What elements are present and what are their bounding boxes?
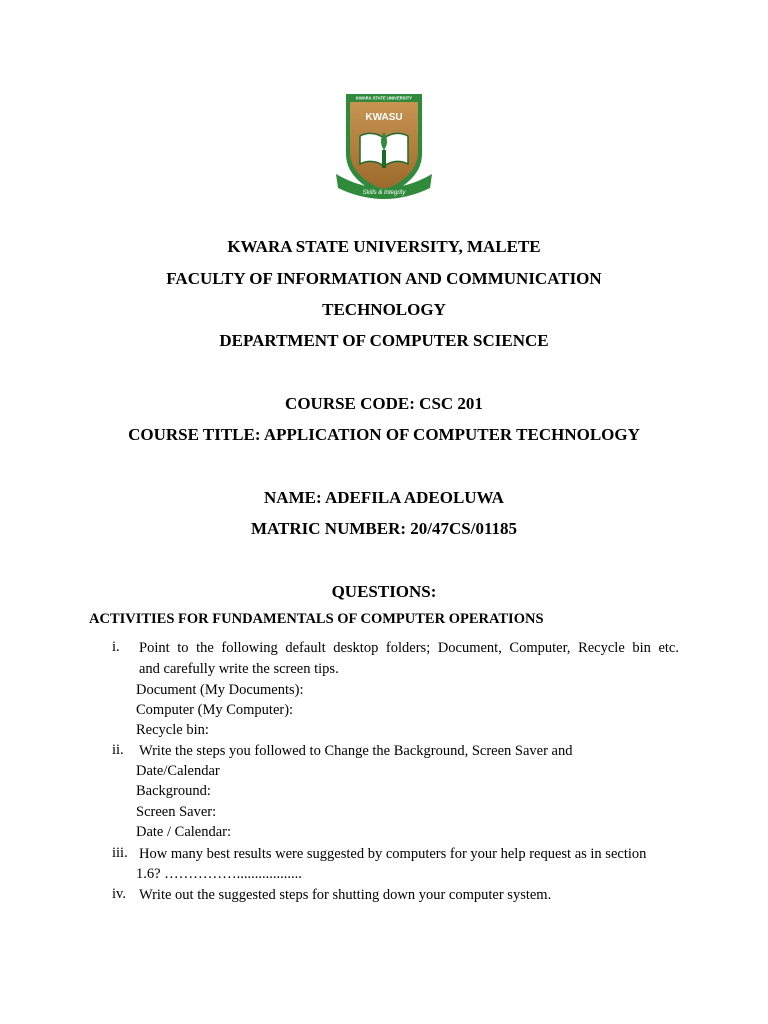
question-number: i. xyxy=(112,639,120,655)
question-text-line: Point to the following default desktop folders; Document, Computer, Recycle bin etc. xyxy=(139,640,679,656)
matric-number: MATRIC NUMBER: 20/47CS/01185 xyxy=(250,519,518,538)
course-code: COURSE CODE: CSC 201 xyxy=(285,394,483,413)
activities-heading: ACTIVITIES FOR FUNDAMENTALS OF COMPUTER OPERATIONS xyxy=(89,611,544,627)
question-number: iv. xyxy=(112,886,126,902)
question-text-line: 1.6? …………….................. xyxy=(136,866,302,882)
student-name: NAME: ADEFILA ADEOLUWA xyxy=(264,488,504,507)
question-text-line: Write out the suggested steps for shutting down your computer system. xyxy=(139,887,552,903)
question-number: iii. xyxy=(112,845,128,861)
university-crest-logo xyxy=(334,92,434,204)
question-subitem: Date / Calendar: xyxy=(136,824,232,840)
questions-heading: QUESTIONS: xyxy=(331,582,437,601)
question-text-line: and carefully write the screen tips. xyxy=(139,661,339,677)
faculty-line-2: TECHNOLOGY xyxy=(322,300,446,319)
course-title: COURSE TITLE: APPLICATION OF COMPUTER TECHNOLOGY xyxy=(128,425,640,444)
crest-name-text: KWASU xyxy=(365,112,403,123)
question-text-line: Write the steps you followed to Change the Background, Screen Saver and xyxy=(139,743,573,759)
question-subitem: Background: xyxy=(136,783,211,799)
question-text-line: Date/Calendar xyxy=(136,763,220,779)
crest-motto-text: Skills & Integrity xyxy=(362,190,406,196)
university-name: KWARA STATE UNIVERSITY, MALETE xyxy=(227,237,541,256)
question-subitem: Recycle bin: xyxy=(136,722,209,738)
question-subitem: Computer (My Computer): xyxy=(136,702,294,718)
faculty-line-1: FACULTY OF INFORMATION AND COMMUNICATION xyxy=(166,269,602,288)
question-subitem: Document (My Documents): xyxy=(136,682,304,698)
crest-top-text: KWARA STATE UNIVERSITY xyxy=(355,95,413,101)
department-name: DEPARTMENT OF COMPUTER SCIENCE xyxy=(219,331,549,350)
question-text-line: How many best results were suggested by computers for your help request as in section xyxy=(139,846,647,862)
question-subitem: Screen Saver: xyxy=(136,804,217,820)
question-number: ii. xyxy=(112,742,124,758)
